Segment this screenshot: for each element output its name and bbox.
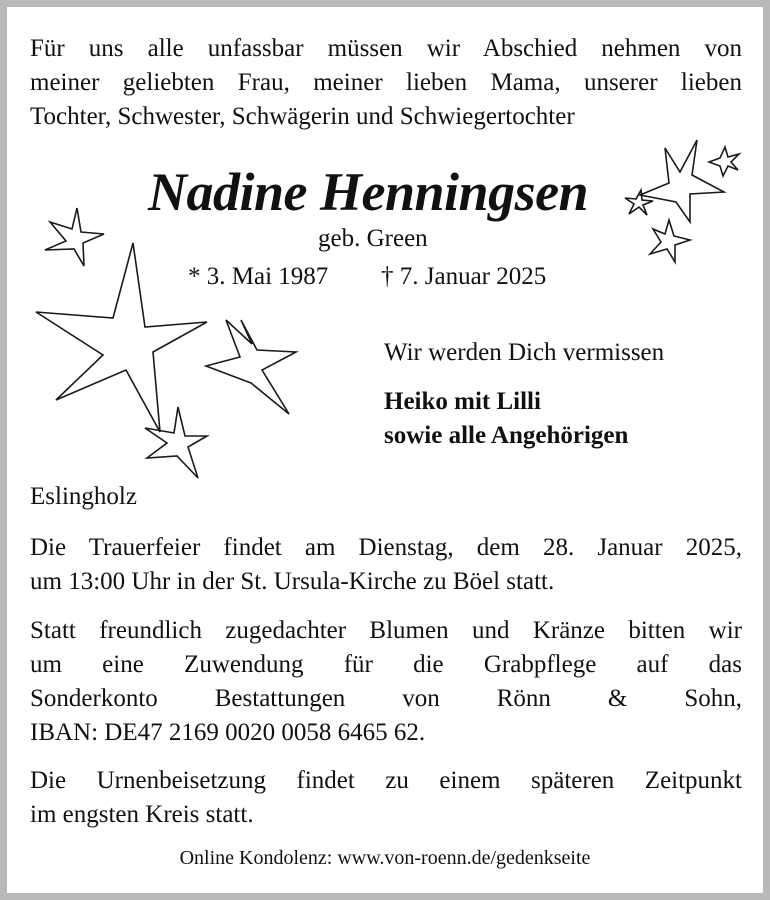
mourner-line: sowie alle Angehörigen: [384, 422, 629, 449]
star-icon: [650, 220, 690, 262]
star-icon: [145, 407, 207, 478]
star-icon: [625, 190, 653, 215]
place: Eslingholz: [30, 483, 137, 510]
donation-text: [30, 614, 742, 750]
donation-line: um eine Zuwendung für die Grabpflege auf das: [30, 651, 742, 678]
farewell-text: Wir werden Dich vermissen: [384, 339, 665, 366]
mourner-line: Heiko mit Lilli: [384, 388, 541, 415]
intro-text: [30, 32, 742, 134]
urn-text: [30, 764, 742, 832]
urn-line: im engsten Kreis statt.: [30, 801, 254, 828]
online-condolence: Online Kondolenz: www.von-roenn.de/gedenkseite: [179, 847, 591, 869]
birth-date: * 3. Mai 1987: [188, 263, 329, 290]
deceased-name: Nadine Henningsen: [148, 162, 589, 222]
star-icon: [36, 243, 207, 432]
donation-line: Sonderkonto Bestattungen von Rönn & Sohn,: [30, 685, 742, 712]
ceremony-text: [30, 531, 742, 599]
star-icon: [709, 147, 739, 176]
star-icon: [640, 140, 724, 222]
donation-line: Statt freundlich zugedachter Blumen und Kränze bitten wir: [30, 617, 742, 644]
intro-line: Tochter, Schwester, Schwägerin und Schwiegertochter: [30, 103, 575, 130]
death-date: † 7. Januar 2025: [381, 263, 547, 290]
intro-line: meiner geliebten Frau, meiner lieben Mama, unserer lieben: [30, 69, 742, 96]
star-icon: [206, 320, 296, 414]
donation-line: IBAN: DE47 2169 0020 0058 6465 62.: [30, 719, 426, 746]
star-icon: [45, 208, 104, 266]
ceremony-line: um 13:00 Uhr in der St. Ursula-Kirche zu Böel statt.: [30, 568, 555, 595]
birth-name: geb. Green: [318, 225, 428, 252]
intro-line: Für uns alle unfassbar müssen wir Abschied nehmen von: [30, 35, 742, 62]
ceremony-line: Die Trauerfeier findet am Dienstag, dem 28. Januar 2025,: [30, 534, 742, 561]
urn-line: Die Urnenbeisetzung findet zu einem späteren Zeitpunkt: [30, 767, 742, 794]
